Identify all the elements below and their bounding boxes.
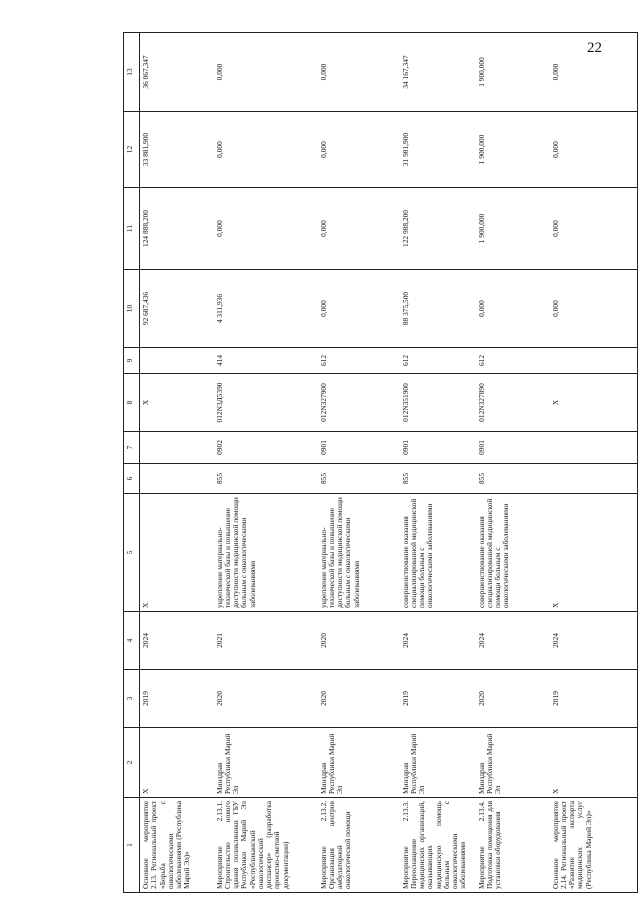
table-row: [140, 33, 214, 893]
responsible: Минздрав Республики Марий Эл: [400, 728, 476, 798]
amount-2021: 31 981,900: [400, 112, 476, 188]
page-number: 22: [587, 40, 602, 56]
column-header: 9: [124, 348, 140, 374]
section-code: [140, 432, 214, 464]
measure-name: Основное мероприятие 2.13. Региональный проект «Борьба с онкологическими заболеваниями (Республика Марий Эл)»: [140, 798, 214, 893]
measure-name: Мероприятие 2.13.4. Подготовка помещения для установки оборудования: [476, 798, 550, 893]
table-region: [123, 33, 639, 893]
amount-2022: 34 167,347: [400, 33, 476, 112]
expense-type: 612: [476, 348, 550, 374]
expense-type: [550, 348, 638, 374]
column-header: 3: [124, 670, 140, 728]
section-code: 0901: [400, 432, 476, 464]
column-header: 13: [124, 33, 140, 112]
section-code: 0902: [214, 432, 318, 464]
expected-result: совершенствование оказания специализированной медицинской помощи больным с онкологическими заболеваниями: [400, 494, 476, 612]
responsible: Минздрав Республики Марий Эл: [214, 728, 318, 798]
column-header: 4: [124, 612, 140, 670]
amount-2019: 0,000: [476, 270, 550, 348]
end-year: 2024: [476, 612, 550, 670]
amount-2019: 0,000: [318, 270, 400, 348]
expected-result: X: [550, 494, 638, 612]
amount-2021: 0,000: [214, 112, 318, 188]
grbs-code: 855: [400, 464, 476, 494]
start-year: 2019: [550, 670, 638, 728]
start-year: 2020: [214, 670, 318, 728]
measure-name: Мероприятие 2.13.2. Организация центров амбулаторной онкологической помощи: [318, 798, 400, 893]
amount-2022: 1 900,000: [476, 33, 550, 112]
amount-2019: 92 687,436: [140, 270, 214, 348]
end-year: 2024: [400, 612, 476, 670]
end-year: 2021: [214, 612, 318, 670]
grbs-code: [550, 464, 638, 494]
expense-type: 612: [400, 348, 476, 374]
amount-2020: 0,000: [214, 188, 318, 270]
column-header: 5: [124, 494, 140, 612]
start-year: 2020: [476, 670, 550, 728]
expense-type: [140, 348, 214, 374]
amount-2019: 88 375,500: [400, 270, 476, 348]
amount-2021: 1 900,000: [476, 112, 550, 188]
expected-result: укрепление материально-технической базы и повышение доступности медицинской помощи больным с онкологическими заболеваниями: [318, 494, 400, 612]
column-header: 6: [124, 464, 140, 494]
column-header: 8: [124, 374, 140, 432]
section-code: [550, 432, 638, 464]
measure-name: Мероприятие 2.13.1. Строительство нового здания поликлиники ГБУ Республики Марий Эл «Республиканский онкологический диспансер» (разработка проектно-сметной документации): [214, 798, 318, 893]
grbs-code: 855: [318, 464, 400, 494]
grbs-code: [140, 464, 214, 494]
amount-2021: 33 881,900: [140, 112, 214, 188]
expense-type: 612: [318, 348, 400, 374]
amount-2021: 0,000: [550, 112, 638, 188]
end-year: 2024: [550, 612, 638, 670]
grbs-code: 855: [476, 464, 550, 494]
target-article: 012N3Д5390: [214, 374, 318, 432]
column-header: 11: [124, 188, 140, 270]
amount-2022: 0,000: [318, 33, 400, 112]
column-header: 2: [124, 728, 140, 798]
amount-2022: 0,000: [550, 33, 638, 112]
measure-name: Мероприятие 2.13.3. Переоснащение медицинских организаций, оказывающих медицинскую помощь больным с онкологическими заболеваниями: [400, 798, 476, 893]
column-header: 10: [124, 270, 140, 348]
header-row: [124, 33, 140, 893]
budget-table: [123, 32, 638, 893]
amount-2022: 0,000: [214, 33, 318, 112]
target-article: 012N351900: [400, 374, 476, 432]
target-article: 012N327890: [476, 374, 550, 432]
column-header: 7: [124, 432, 140, 464]
amount-2019: 0,000: [550, 270, 638, 348]
amount-2019: 4 311,936: [214, 270, 318, 348]
table-row: [400, 33, 476, 893]
amount-2021: 0,000: [318, 112, 400, 188]
amount-2020: 122 988,200: [400, 188, 476, 270]
responsible: X: [550, 728, 638, 798]
expected-result: совершенствование оказания специализированной медицинской помощи больным с онкологическими заболеваниями: [476, 494, 550, 612]
section-code: 0901: [476, 432, 550, 464]
column-header: 12: [124, 112, 140, 188]
section-code: 0901: [318, 432, 400, 464]
column-header: 1: [124, 798, 140, 893]
table-row: [214, 33, 318, 893]
responsible: Минздрав Республики Марий Эл: [318, 728, 400, 798]
target-article: 012N327900: [318, 374, 400, 432]
start-year: 2020: [318, 670, 400, 728]
expected-result: укрепление материально-технической базы и повышение доступности медицинской помощи больным с онкологическими заболеваниями: [214, 494, 318, 612]
amount-2020: 0,000: [318, 188, 400, 270]
amount-2020: 124 888,200: [140, 188, 214, 270]
amount-2022: 36 067,347: [140, 33, 214, 112]
target-article: X: [550, 374, 638, 432]
amount-2020: 1 900,000: [476, 188, 550, 270]
start-year: 2019: [400, 670, 476, 728]
end-year: 2020: [318, 612, 400, 670]
end-year: 2024: [140, 612, 214, 670]
responsible: Минздрав Республики Марий Эл: [476, 728, 550, 798]
amount-2020: 0,000: [550, 188, 638, 270]
expense-type: 414: [214, 348, 318, 374]
measure-name: Основное мероприятие 2.14. Региональный проект «Развитие экспорта медицинских услуг (Республика Марий Эл)»: [550, 798, 638, 893]
responsible: X: [140, 728, 214, 798]
table-row: [476, 33, 550, 893]
grbs-code: 855: [214, 464, 318, 494]
target-article: X: [140, 374, 214, 432]
table-row: [550, 33, 638, 893]
table-row: [318, 33, 400, 893]
expected-result: X: [140, 494, 214, 612]
start-year: 2019: [140, 670, 214, 728]
